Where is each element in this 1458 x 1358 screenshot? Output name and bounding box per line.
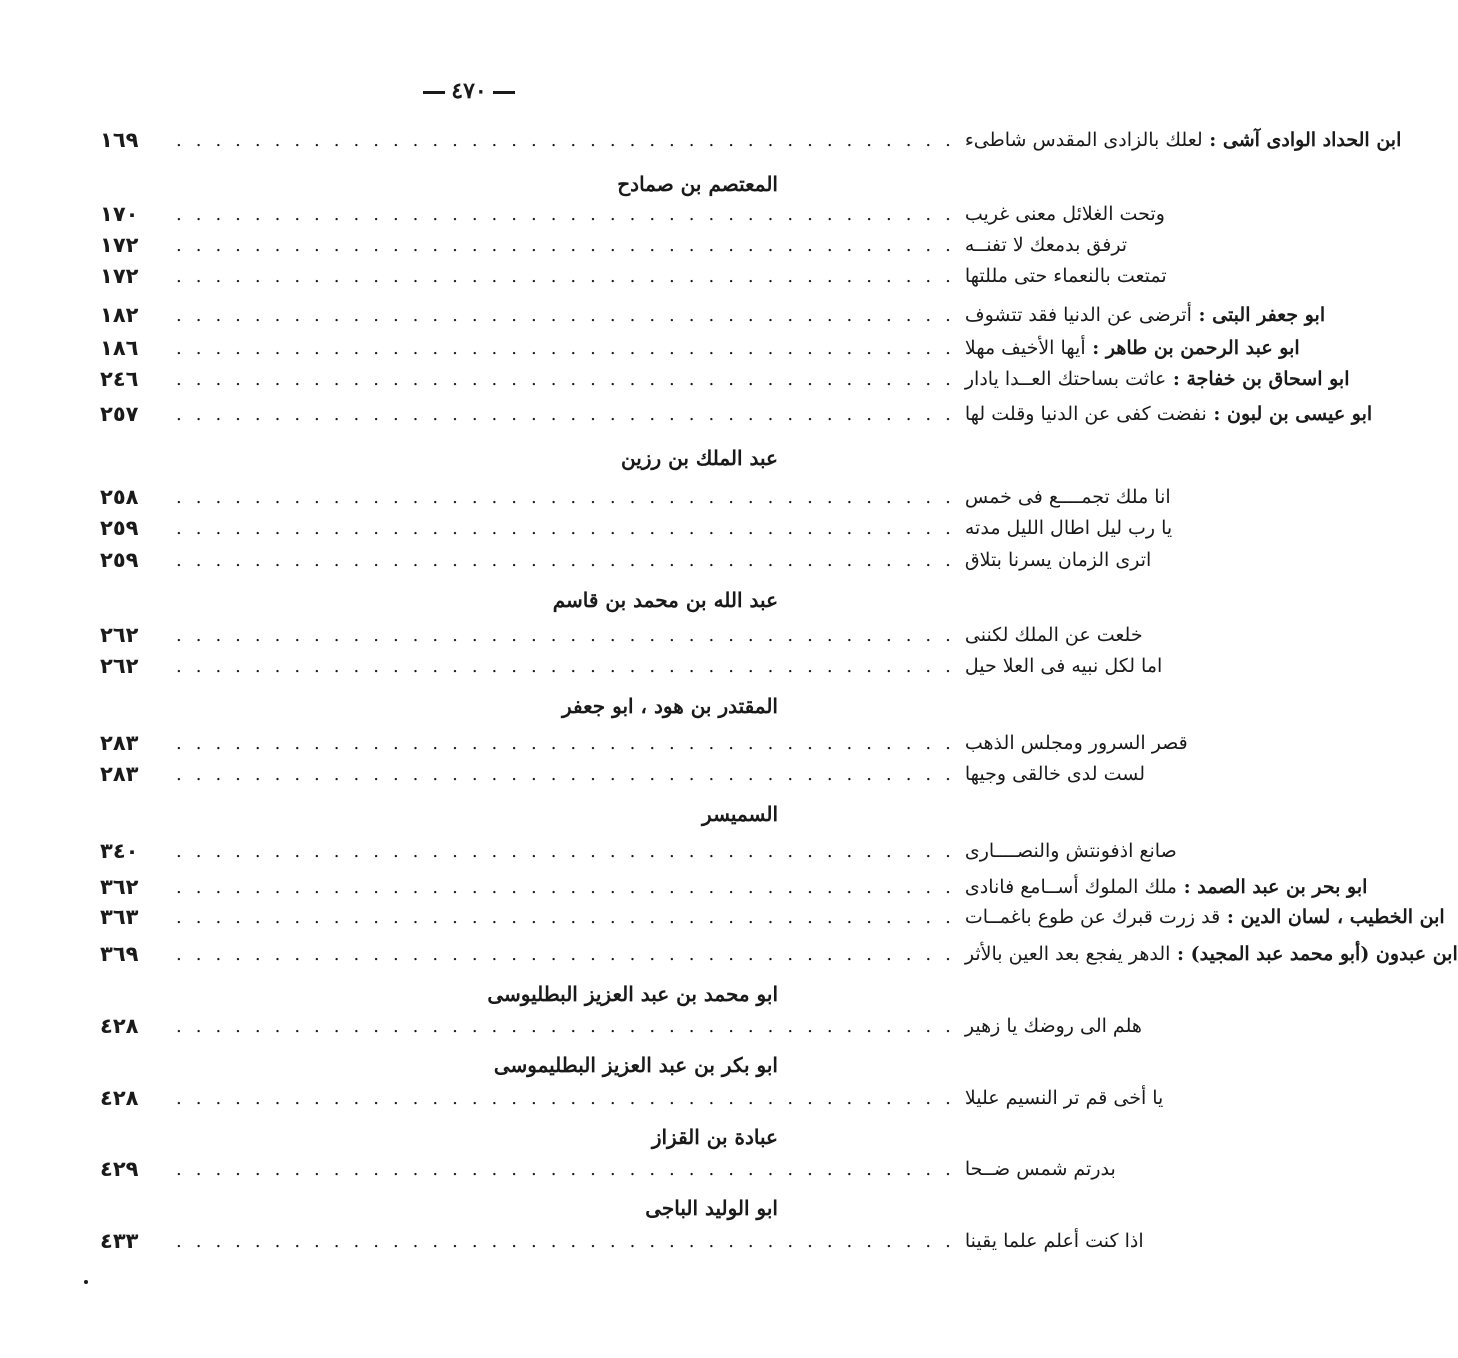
index-row: [100, 1010, 1142, 1042]
author-name: ابن الحداد الوادى آشى :: [1202, 129, 1402, 151]
section-heading: ابو بكر بن عبد العزيز البطليموسى: [493, 1053, 778, 1077]
verse-incipit: يا رب ليل اطال الليل مدته: [964, 517, 1173, 539]
page-ref: ٣٤٠: [100, 839, 139, 863]
dot-leader: ........................................: [176, 1087, 965, 1109]
page-ref: ٤٢٨: [100, 1086, 139, 1110]
dot-leader: ........................................: [176, 1230, 965, 1252]
verse-incipit: نفضت كفى عن الدنيا وقلت لها: [964, 403, 1207, 425]
section-heading: عبد الملك بن رزين: [621, 446, 778, 470]
index-row: [100, 332, 1300, 364]
entry-text: [965, 655, 1216, 677]
verse-incipit: هلم الى روضك يا زهير: [964, 1015, 1142, 1037]
dot-leader: ........................................: [176, 1158, 965, 1180]
author-name: ابو بحر بن عبد الصمد :: [1176, 876, 1368, 898]
page-ref: ١٧٢: [100, 264, 139, 288]
verse-incipit: تمتعت بالنعماء حتى مللتها: [964, 265, 1167, 287]
index-row: [100, 758, 1145, 790]
dot-leader: ........................................: [176, 876, 965, 898]
dot-leader: ........................................: [176, 549, 965, 571]
page-ref: ٢٤٦: [100, 367, 139, 391]
page-ref: ١٦٩: [100, 128, 139, 152]
entry-text: [965, 840, 1231, 862]
entry-text: [965, 234, 1181, 256]
page-ref: ٤٢٩: [100, 1157, 139, 1181]
page-ref: ٢٦٢: [100, 623, 139, 647]
verse-incipit: لعلك بالزادى المقدس شاطىء: [964, 129, 1203, 151]
page-ref: ٤٢٨: [100, 1014, 139, 1038]
index-row: [100, 481, 1171, 513]
entry-text: [965, 304, 1325, 326]
verse-incipit: أترضى عن الدنيا فقد تتشوف: [964, 304, 1192, 326]
section-heading: عبد الله بن محمد بن قاسم: [552, 588, 778, 612]
dash-left: [423, 91, 445, 94]
page-ref: ١٧٠: [100, 202, 139, 226]
entry-text: [965, 517, 1226, 539]
entry-text: [965, 1015, 1196, 1037]
index-row: [100, 198, 1165, 230]
page-ref: ١٨٦: [100, 336, 139, 360]
index-row: [100, 1225, 1144, 1257]
dot-leader: ........................................: [176, 486, 965, 508]
dot-leader: ........................................: [176, 234, 965, 256]
verse-incipit: قد زرت قبرك عن طوع باغمــات: [964, 906, 1221, 928]
entry-text: [965, 337, 1300, 359]
dot-leader: ........................................: [176, 624, 965, 646]
dot-leader: ........................................: [176, 368, 965, 390]
page-ref: ٤٣٣: [100, 1229, 139, 1253]
verse-incipit: ترفق بدمعك لا تفنــه: [964, 234, 1128, 256]
index-row: [100, 650, 1163, 682]
dot-leader: ........................................: [176, 906, 965, 928]
page-ref: ٢٥٧: [100, 402, 139, 426]
verse-incipit: وتحت الغلائل معنى غريب: [964, 203, 1165, 225]
verse-incipit: صانع اذفونتش والنصــــارى: [964, 840, 1177, 862]
verse-incipit: انا ملك تجمــــع فى خمس: [964, 486, 1171, 508]
verse-incipit: اذا كنت أعلم علما يقينا: [964, 1230, 1144, 1252]
section-heading: المقتدر بن هود ، ابو جعفر: [562, 694, 778, 718]
verse-incipit: ملك الملوك أســامع فانادى: [964, 876, 1177, 898]
page-ref: ٢٥٩: [100, 548, 139, 572]
page-ref: ٢٨٣: [100, 762, 139, 786]
verse-incipit: أيها الأخيف مهلا: [964, 337, 1086, 359]
index-row: [100, 363, 1350, 395]
verse-incipit: قصر السرور ومجلس الذهب: [964, 732, 1188, 754]
entry-text: [965, 906, 1445, 928]
author-name: ابو جعفر البتى :: [1191, 304, 1326, 326]
entry-text: [965, 368, 1350, 390]
section-heading: عبادة بن القزاز: [651, 1125, 778, 1149]
author-name: ابو اسحاق بن خفاجة :: [1166, 368, 1350, 390]
dot-leader: ........................................: [176, 840, 965, 862]
entry-text: [965, 403, 1372, 425]
entry-text: [965, 1158, 1170, 1180]
dot-leader: ........................................: [176, 304, 965, 326]
index-row: [100, 512, 1173, 544]
page-ref: ١٧٢: [100, 233, 139, 257]
entry-text: [965, 624, 1197, 646]
entry-text: [965, 129, 1401, 151]
verse-incipit: يا أخى قم تر النسيم عليلا: [964, 1087, 1164, 1109]
entry-text: [965, 203, 1219, 225]
section-heading: السميسر: [702, 802, 778, 826]
entry-text: [965, 549, 1205, 571]
page-number-text: ٤٧٠: [451, 78, 487, 104]
dot-leader: ........................................: [176, 943, 965, 965]
index-row: [100, 544, 1152, 576]
stray-mark: [84, 1280, 88, 1284]
index-row: [100, 229, 1128, 261]
page-ref: ٢٥٩: [100, 516, 139, 540]
index-row: [100, 619, 1143, 651]
page-ref: ٣٦٣: [100, 905, 139, 929]
index-row: [100, 1082, 1164, 1114]
dot-leader: ........................................: [176, 732, 965, 754]
entry-text: [965, 486, 1225, 508]
verse-incipit: خلعت عن الملك لكننى: [964, 624, 1143, 646]
dot-leader: ........................................: [176, 129, 965, 151]
verse-incipit: الدهر يفجع بعد العين بالأثر: [964, 943, 1171, 965]
index-row: [100, 938, 1458, 970]
section-heading: ابو محمد بن عبد العزيز البطليوسى: [487, 982, 778, 1006]
page-ref: ٢٦٢: [100, 654, 139, 678]
dot-leader: ........................................: [176, 337, 965, 359]
entry-text: [965, 1087, 1217, 1109]
index-row: [100, 124, 1402, 156]
dot-leader: ........................................: [176, 655, 965, 677]
dot-leader: ........................................: [176, 517, 965, 539]
index-row: [100, 398, 1373, 430]
page-ref: ٢٥٨: [100, 485, 139, 509]
dot-leader: ........................................: [176, 763, 965, 785]
author-name: ابن عبدون (أبو محمد عبد المجيد) :: [1170, 943, 1458, 965]
verse-incipit: لست لدى خالقى وجيها: [964, 763, 1145, 785]
page-number: [0, 78, 938, 104]
entry-text: [965, 763, 1199, 785]
page-ref: ٣٦٢: [100, 875, 139, 899]
dot-leader: ........................................: [176, 203, 965, 225]
entry-text: [965, 876, 1368, 898]
index-row: [100, 727, 1188, 759]
index-row: [100, 299, 1326, 331]
entry-text: [965, 1230, 1198, 1252]
section-heading: المعتصم بن صمادح: [617, 172, 778, 196]
verse-incipit: اما لكل نبيه فى العلا حيل: [964, 655, 1163, 677]
page-ref: ٢٨٣: [100, 731, 139, 755]
index-row: [100, 901, 1445, 933]
verse-incipit: عاثت بساحتك العــدا يادار: [964, 368, 1167, 390]
verse-incipit: بدرتم شمس ضــحا: [964, 1158, 1116, 1180]
page-ref: ٣٦٩: [100, 942, 139, 966]
dash-right: [493, 91, 515, 94]
index-row: [100, 835, 1177, 867]
entry-text: [965, 732, 1242, 754]
dot-leader: ........................................: [176, 403, 965, 425]
author-name: ابن الخطيب ، لسان الدين :: [1220, 906, 1445, 928]
entry-text: [965, 943, 1458, 965]
dot-leader: ........................................: [176, 1015, 965, 1037]
author-name: ابو عيسى بن لبون :: [1206, 403, 1373, 425]
section-heading: ابو الوليد الباجى: [645, 1196, 778, 1220]
entry-text: [965, 265, 1221, 287]
dot-leader: ........................................: [176, 265, 965, 287]
verse-incipit: اترى الزمان يسرنا بتلاق: [964, 549, 1152, 571]
page-ref: ١٨٢: [100, 303, 139, 327]
index-row: [100, 871, 1368, 903]
index-row: [100, 1153, 1116, 1185]
index-row: [100, 260, 1167, 292]
author-name: ابو عبد الرحمن بن طاهر :: [1085, 337, 1300, 359]
